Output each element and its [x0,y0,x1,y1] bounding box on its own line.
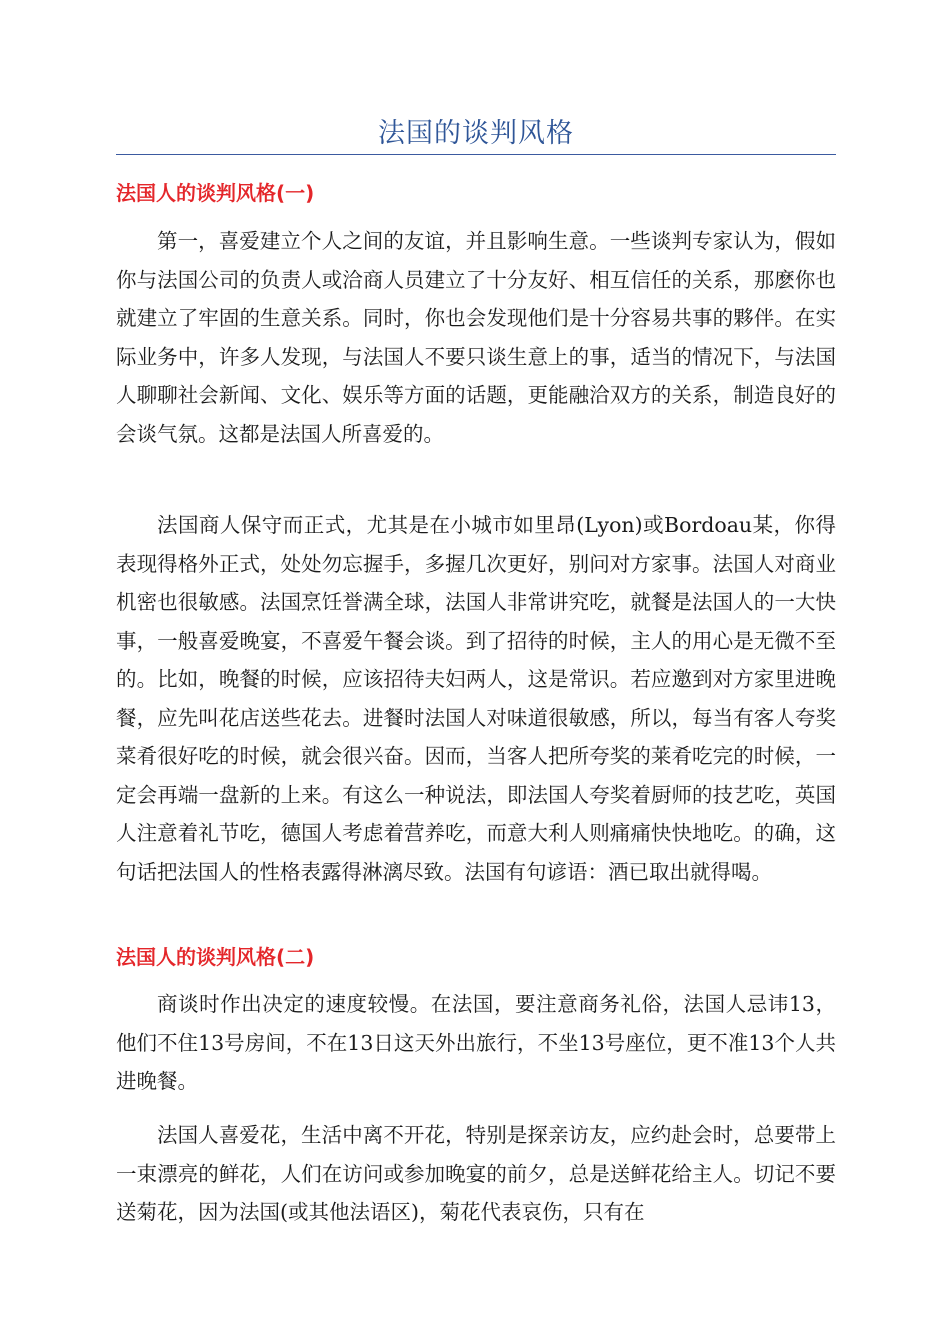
section-1-paragraph-1: 第一，喜爱建立个人之间的友谊，并且影响生意。一些谈判专家认为，假如你与法国公司的负责人或洽商人员建立了十分友好、相互信任的关系，那麽你也就建立了牢固的生意关系。同时，你也会发现他们是十分容易共事的夥伴。在实际业务中，许多人发现，与法国人不要只谈生意上的事，适当的情况下，与法国人聊聊社会新闻、文化、娱乐等方面的话题，更能融洽双方的关系，制造良好的会谈气氛。这都是法国人所喜爱的。 [116,229,836,446]
section-2-paragraph-2: 法国人喜爱花，生活中离不开花，特别是探亲访友，应约赴会时，总要带上一束漂亮的鲜花，人们在访问或参加晚宴的前夕，总是送鲜花给主人。切记不要送菊花，因为法国(或其他法语区)，菊花代表哀伤，只有在 [116,1123,836,1224]
title-underline-rule [116,154,836,155]
document-title: 法国的谈判风格 [378,118,574,149]
section-2-paragraph-1: 商谈时作出决定的速度较慢。在法国，要注意商务礼俗，法国人忌讳13，他们不住13号房间，不在13日这天外出旅行，不坐13号座位，更不准13个人共进晚餐。 [116,992,836,1093]
section-1-paragraph-2: 法国商人保守而正式，尤其是在小城市如里昂(Lyon)或Bordoau某，你得表现得格外正式，处处勿忘握手，多握几次更好，别问对方家事。法国人对商业机密也很敏感。法国烹饪誉满全球，法国人非常讲究吃，就餐是法国人的一大快事，一般喜爱晚宴，不喜爱午餐会谈。到了招待的时候，主人的用心是无微不至的。比如，晚餐的时候，应该招待夫妇两人，这是常识。若应邀到对方家里进晚餐，应先叫花店送些花去。进餐时法国人对味道很敏感，所以，每当有客人夸奖菜肴很好吃的时候，就会很兴奋。因而，当客人把所夸奖的莱肴吃完的时候，一定会再端一盘新的上来。有这么一种说法，即法国人夸奖着厨师的技艺吃，英国人注意着礼节吃，德国人考虑着营养吃，而意大利人则痛痛快快地吃。的确，这句话把法国人的性格表露得淋漓尽致。法国有句谚语：酒已取出就得喝。 [116,513,836,884]
section-heading-1: 法国人的谈判风格(一) [116,181,315,205]
section-heading-2: 法国人的谈判风格(二) [116,945,315,969]
